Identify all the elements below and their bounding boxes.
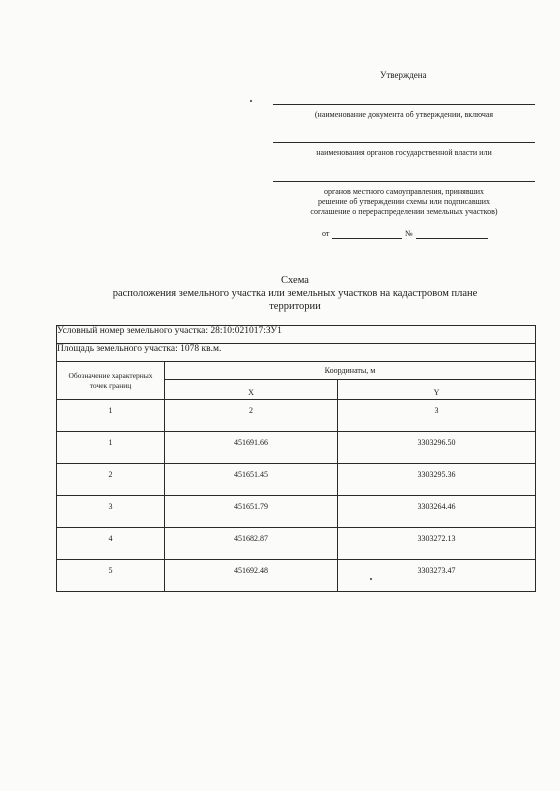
coord-y: 3303295.36	[417, 470, 456, 479]
index-row	[57, 400, 536, 432]
parcel-number-row	[57, 326, 536, 344]
coord-x: 451682.87	[234, 534, 268, 543]
coord-y: 3303264.46	[417, 502, 456, 511]
approval-caption-3b: решение об утверждении схемы или подписавших	[317, 197, 491, 206]
coord-y: 3303296.50	[417, 438, 456, 447]
number-sign: №	[405, 229, 413, 238]
table-row	[57, 496, 536, 528]
coord-x: 451651.45	[234, 470, 268, 479]
date-blank	[332, 238, 402, 239]
point-id: 5	[108, 566, 113, 575]
area-row	[57, 344, 536, 362]
header-points: Обозначение характерных точек границ	[57, 362, 165, 400]
table-row	[57, 432, 536, 464]
table-row	[57, 528, 536, 560]
header-row	[57, 362, 536, 380]
coord-x: 451651.79	[234, 502, 268, 511]
parcel-area: Площадь земельного участка: 1078 кв.м.	[57, 344, 536, 362]
coord-y: 3303272.13	[417, 534, 456, 543]
scan-dot	[250, 100, 252, 102]
point-id: 3	[108, 502, 113, 511]
date-prefix: от	[322, 229, 330, 238]
index-2: 2	[249, 406, 253, 415]
header-x: X	[165, 380, 338, 400]
coordinates-table	[56, 325, 536, 592]
coord-x: 451691.66	[234, 438, 268, 447]
heading-subtitle-2: территории	[269, 301, 321, 312]
table-row	[57, 464, 536, 496]
approval-title: Утверждена	[380, 70, 427, 80]
header-y: Y	[338, 380, 536, 400]
heading-subtitle-1: расположения земельного участка или земельных участков на кадастровом плане	[112, 288, 478, 299]
point-id: 4	[108, 534, 113, 543]
point-id: 2	[108, 470, 113, 479]
table-row	[57, 560, 536, 592]
index-3: 3	[434, 406, 439, 415]
number-blank	[416, 238, 488, 239]
approval-caption-1: (наименование документа об утверждении, включая	[314, 110, 494, 119]
heading-title: Схема	[281, 275, 309, 286]
point-id: 1	[108, 438, 113, 447]
index-1: 1	[108, 406, 113, 415]
approval-caption-3c: соглашение о перераспределении земельных участков)	[310, 207, 498, 216]
parcel-number: Условный номер земельного участка: 28:10:021017:ЗУ1	[57, 326, 536, 344]
approval-line-1	[273, 104, 535, 105]
approval-line-2	[273, 142, 535, 143]
approval-line-3	[273, 181, 535, 182]
scan-dot	[370, 578, 372, 580]
coord-y: 3303273.47	[417, 566, 456, 575]
approval-caption-2: наименования органов государственной власти или	[316, 148, 492, 157]
document-heading	[60, 274, 530, 313]
header-coordinates: Координаты, м	[165, 362, 536, 380]
coord-x: 451692.48	[234, 566, 268, 575]
approval-caption-3a: органов местного самоуправления, принявших	[323, 187, 485, 196]
